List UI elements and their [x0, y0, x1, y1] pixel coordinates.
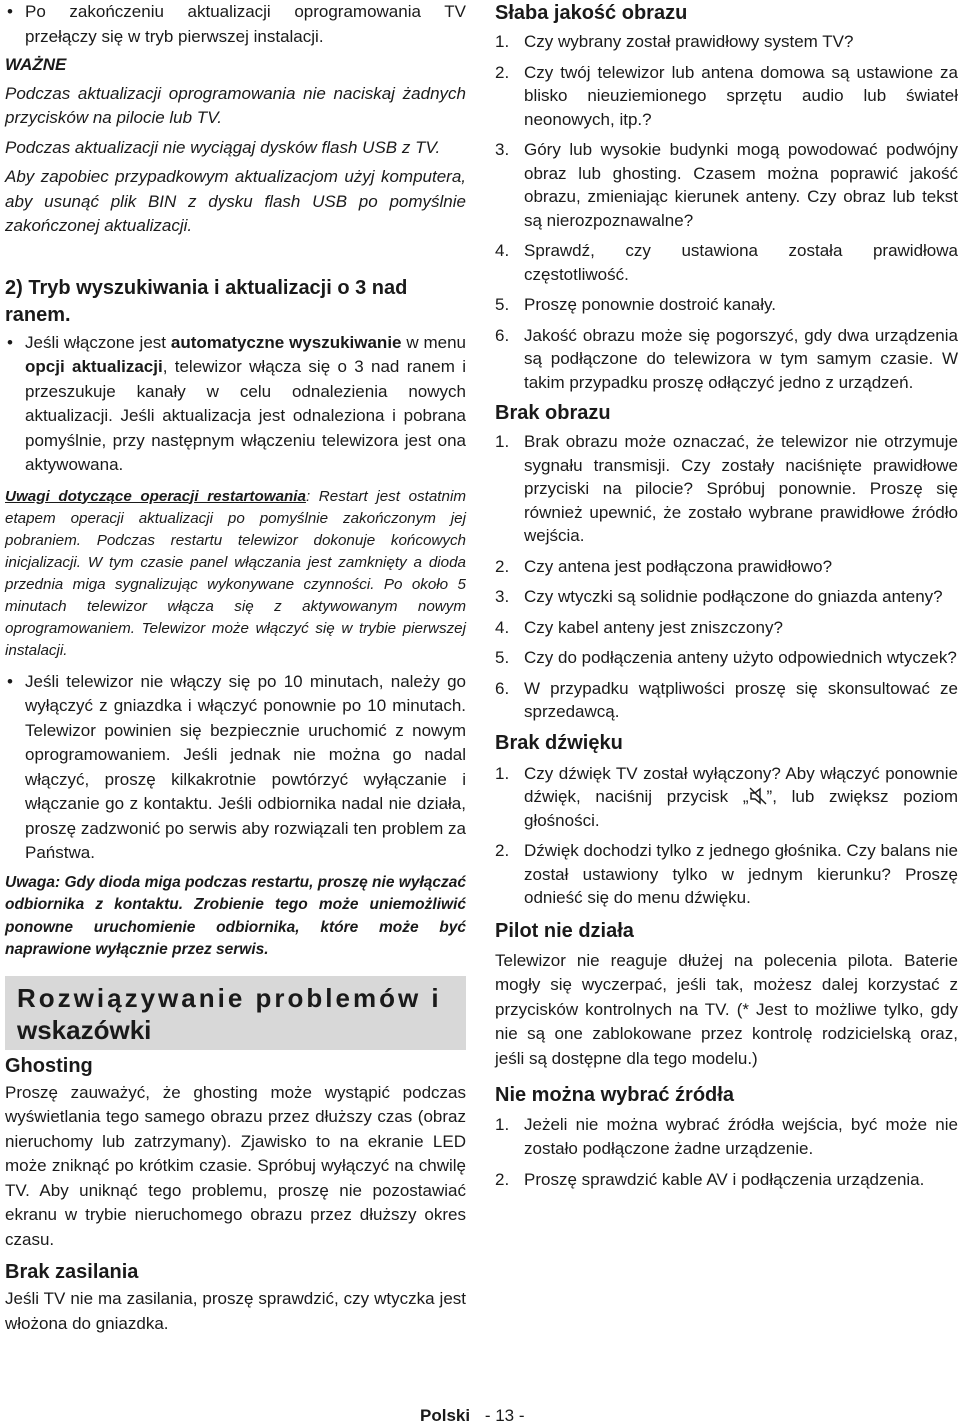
page-number: - 13 - [484, 1406, 525, 1425]
list-item-text: Czy wtyczki są solidnie podłączone do gniazda anteny? [524, 587, 943, 606]
poor-picture-title: Słaba jakość obrazu [495, 2, 688, 24]
remote-text: Telewizor nie reaguje dłużej na polecenia pilota. Baterie mogły się wyczerpać, jeśli tak, możesz dalej korzystać z przycisków kontrolnych na TV. (* Jest to możliwe tylko, gdy nie są one zablokowane przez kontrolę rodzicielską oraz, jeśli są dostępne dla tego modelu.) [495, 950, 958, 1068]
no-picture-title: Brak obrazu [495, 402, 611, 424]
list-item-number: 2. [495, 841, 510, 860]
bullet-after-update: • Po zakończeniu aktualizacji oprogramowania TV przełączy się w tryb pierwszej instalacji. [5, 0, 466, 49]
list-item-number: 5. [495, 295, 510, 314]
auto-scan-post: , telewizor włącza się o 3 nad ranem i przeszukuje kanały w celu odnalezienia nowych aktualizacji. Jeśli aktualizacja jest odnaleziona i pobrana pomyślnie, przy następnym włączeniu telewizora jest ona aktywowana. [25, 357, 466, 474]
list-item [495, 555, 958, 579]
list-item [495, 677, 958, 724]
list-item-number: 3. [495, 587, 510, 606]
list-item-text: Czy do podłączenia anteny użyto odpowiednich wtyczek? [524, 648, 957, 667]
page-footer [420, 1406, 525, 1426]
list-item [495, 239, 958, 286]
list-item [495, 324, 958, 395]
important-text-1: Podczas aktualizacji oprogramowania nie naciskaj żadnych przycisków na pilocie lub TV. [5, 83, 466, 127]
list-item [495, 61, 958, 132]
list-item-number: 5. [495, 648, 510, 667]
list-item-number: 6. [495, 325, 510, 345]
auto-scan-pre: Jeśli włączone jest [25, 332, 171, 352]
list-item-text: Proszę sprawdzić kable AV i podłączenia urządzenia. [524, 1170, 925, 1189]
list-item-text: Sprawdź, czy ustawiona została prawidłowa częstotliwość. [524, 241, 958, 284]
list-item [495, 293, 958, 317]
update-options-bold: opcji aktualizacji [25, 357, 163, 376]
restart-note [5, 486, 466, 662]
bullet-auto-scan [5, 331, 466, 478]
ghosting-title: Ghosting [5, 1054, 93, 1077]
restart-warning: Uwaga: Gdy dioda miga podczas restartu, proszę nie wyłączać odbiornika z kontaktu. Zrobienie tego może uniemożliwić ponowne uruchomienie odbiornika, które może być naprawione wyłącznie przez serwis. [5, 873, 466, 958]
no-sound-1-pre: Czy dźwięk TV został wyłączony? Aby włączyć ponownie dźwięk, naciśnij przycisk „ [524, 763, 958, 806]
list-item-number: 1. [495, 763, 510, 783]
list-item-text: Góry lub wysokie budynki mogą powodować podwójny obraz lub ghosting. Czasem można poprawić jakość obrazu, zmieniając kierunek anteny. Czy obraz lub tekst są nierozpoznawalne? [524, 140, 958, 230]
list-item-text: Proszę ponownie dostroić kanały. [524, 295, 776, 314]
restart-note-text: : Restart jest ostatnim etapem operacji aktualizacji po pomyślnie zakończonym jej pobraniem. Podczas restartu telewizor dokonuje końcowych inicjalizacji. W tym czasie panel włączania jest zamknięty a dioda przednia miga sygnalizując wykonywane czynności. Po około 5 minutach telewizor włącza się z aktywowanym nowym oprogramowaniem. Telewizor może włączyć się w trybie pierwszej instalacji. [5, 487, 466, 659]
list-item [495, 585, 958, 609]
list-item-text: W przypadku wątpliwości proszę się skonsultować ze sprzedawcą. [524, 678, 958, 721]
list-item-number: 3. [495, 140, 510, 159]
list-item [495, 839, 958, 910]
no-sound-1-post: ”, lub zwiększ poziom głośności. [524, 787, 958, 830]
list-item [495, 430, 958, 548]
list-item [495, 646, 958, 670]
list-item-text: Jakość obrazu może się pogorszyć, gdy dwa urządzenia są podłączone do telewizora w tym samym czasie. W takim przypadku proszę odłączyć jedno z urządzeń. [524, 325, 958, 392]
list-item-text: Czy twój telewizor lub antena domowa są ustawione za blisko nieuziemionego sprzętu audio lub świateł neonowych, itp.? [524, 62, 958, 129]
section-2-title: 2) Tryb wyszukiwania i aktualizacji o 3 nad ranem. [5, 276, 408, 326]
remote-title: Pilot nie działa [495, 919, 634, 942]
poor-picture-list [495, 30, 958, 394]
list-item-text: Czy wybrany został prawidłowy system TV? [524, 32, 854, 51]
source-title: Nie można wybrać źródła [495, 1084, 734, 1106]
list-item-text: Czy antena jest podłączona prawidłowo? [524, 556, 833, 576]
list-item-text: Jeżeli nie można wybrać źródła wejścia, być może nie zostało podłączone żadne urządzenie. [524, 1115, 958, 1158]
list-item-number: 6. [495, 678, 510, 698]
list-item-number: 2. [495, 62, 510, 82]
list-item-number: 4. [495, 241, 510, 260]
list-item [495, 616, 958, 640]
list-item-text: Czy kabel anteny jest zniszczony? [524, 617, 783, 637]
left-column [5, 0, 466, 1336]
mute-icon [749, 787, 767, 805]
list-item-number: 2. [495, 556, 510, 576]
list-item [495, 138, 958, 232]
list-item [495, 762, 958, 833]
ghosting-text: Proszę zauważyć, że ghosting może wystąpić podczas wyświetlania tego samego obrazu przez dłuższy czas (obraz nieruchomy lub zatrzymany). Zjawisko to na ekranie LED może zniknąć po krótkim czasie. Spróbuj wyłączyć na chwilę TV. Aby uniknąć tego problemu, proszę nie pozostawiać ekranu w trybie nieruchomego obrazu przez dłuższy okres czasu. [5, 1082, 466, 1249]
bullet-no-start: • Jeśli telewizor nie włączy się po 10 minutach, należy go wyłączyć z gniazdka i włączyć ponownie po 10 minutach. Telewizor powinien się bezpiecznie uruchomić z nowym oprogramowaniem. Jeśli jednak nie można go nadal włączyć, proszę kilkakrotnie powtórzyć wyłączanie i włączanie go z kontaktu. Jeśli odbiornika nadal nie działa, proszę zadzwonić po serwis aby rozwiązali ten problem za Państwa. [5, 670, 466, 866]
troubleshooting-heading [5, 976, 466, 1050]
list-item-number: 1. [495, 1115, 510, 1134]
troubleshooting-heading-line1: Rozwiązywanie problemów i [17, 982, 442, 1013]
list-item [495, 30, 958, 54]
list-item-number: 1. [495, 432, 510, 451]
no-power-title: Brak zasilania [5, 1261, 139, 1283]
list-item-number: 4. [495, 617, 510, 637]
list-item [495, 1113, 958, 1160]
source-list [495, 1113, 958, 1192]
auto-scan-mid: w menu [401, 332, 466, 352]
list-item-number: 1. [495, 32, 510, 51]
restart-note-label: Uwagi dotyczące operacji restartowania [5, 487, 306, 505]
no-sound-2-text: Dźwięk dochodzi tylko z jednego głośnika. Czy balans nie został ustawiony tylko w jednym kierunku? Proszę odnieść się do menu dźwięku. [524, 841, 958, 907]
no-picture-list [495, 430, 958, 724]
auto-scan-bold: automatyczne wyszukiwanie [170, 332, 402, 352]
no-power-text: Jeśli TV nie ma zasilania, proszę sprawdzić, czy wtyczka jest włożona do gniazdka. [5, 1289, 466, 1333]
list-item [495, 1168, 958, 1192]
list-item-number: 2. [495, 1170, 510, 1189]
troubleshooting-heading-line2: wskazówki [17, 1014, 152, 1045]
no-sound-title: Brak dźwięku [495, 731, 623, 754]
footer-language: Polski [420, 1406, 471, 1425]
important-text-2: Podczas aktualizacji nie wyciągaj dysków flash USB z TV. [5, 137, 441, 157]
important-text-3: Aby zapobiec przypadkowym aktualizacjom użyj komputera, aby usunąć plik BIN z dysku flash USB po pomyślnie zakończonej aktualizacji. [5, 167, 466, 235]
important-title: WAŻNE [5, 55, 67, 74]
right-column [495, 0, 958, 1192]
list-item-text: Brak obrazu może oznaczać, że telewizor nie otrzymuje sygnału transmisji. Czy zostały naciśnięte prawidłowe przyciski na pilocie? Spróbuj ponownie. Proszę się również upewnić, że zostało wybrane prawidłowe źródło wejścia. [524, 432, 958, 545]
